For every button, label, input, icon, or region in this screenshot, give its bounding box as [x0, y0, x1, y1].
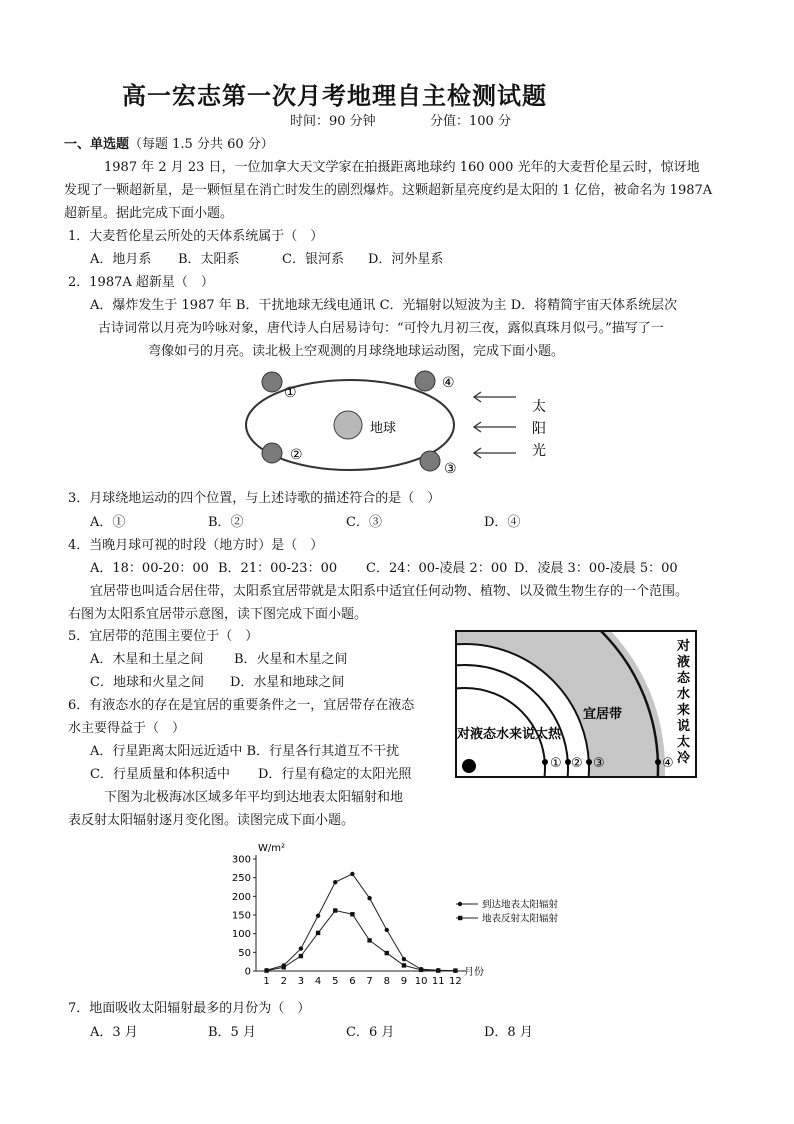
question-6-stem-1: 6．有液态水的存在是宜居的重要条件之一，宜居带存在液态 [68, 698, 415, 713]
legend-label-2: 地表反射太阳辐射 [482, 913, 559, 925]
q1-option-c[interactable]: C．银河系 [282, 252, 344, 267]
planet-4-dot [655, 759, 661, 765]
series-2-point [316, 931, 320, 935]
series-2-point [282, 965, 286, 969]
too-hot-label: 对液态水来说太热 [457, 727, 562, 742]
x-tick-label: 7 [366, 976, 373, 987]
q2-option-b[interactable]: B．干扰地球无线电通讯 [235, 298, 376, 313]
question-6-options-row-2 [90, 766, 411, 784]
q6-option-d[interactable]: D．行星有稳定的太阳光照 [258, 767, 412, 782]
moon-position-4 [415, 371, 435, 391]
question-4-stem: 4．当晚月球可视的时段（地方时）是（ ） [68, 538, 324, 553]
q3-option-a[interactable]: A．① [90, 515, 126, 530]
q4-option-a[interactable]: A．18：00-20：00 [90, 561, 209, 576]
q6-option-c[interactable]: C．行星质量和体积适中 [90, 767, 230, 782]
svg-text:对: 对 [677, 639, 691, 654]
x-tick-label: 2 [280, 976, 287, 987]
y-tick-label: 150 [231, 910, 251, 922]
q4-option-c[interactable]: C．24：00-凌晨 2：00 [366, 561, 508, 576]
passage-3-line-2: 右图为太阳系宜居带示意图，读下图完成下面小题。 [68, 607, 368, 622]
question-1-options [90, 251, 443, 269]
series-2-point [264, 968, 268, 972]
x-tick-label: 6 [349, 976, 356, 987]
q2-option-d[interactable]: D．将精简宇宙天体系统层次 [510, 298, 678, 313]
y-tick-label: 50 [238, 947, 251, 959]
moon-orbit-diagram [240, 365, 570, 485]
passage-2-line-2: 弯像如弓的月亮。读北极上空观测的月球绕地球运动图，完成下面小题。 [148, 344, 565, 359]
q3-option-d[interactable]: D．④ [484, 515, 521, 530]
series-2-point [350, 912, 354, 916]
q5-option-d[interactable]: D．水星和地球之间 [230, 675, 345, 690]
question-5-options-row-1 [90, 651, 348, 669]
series-2-point [333, 908, 337, 912]
section-label: 一、单选题 [64, 137, 130, 152]
q5-option-b[interactable]: B．火星和木星之间 [234, 652, 348, 667]
moon-position-1 [262, 372, 282, 392]
question-5-stem: 5．宜居带的范围主要位于（ ） [68, 629, 259, 644]
svg-text:说: 说 [677, 719, 691, 734]
series-1-point [402, 957, 406, 961]
sunlight-label-2: 阳 [532, 421, 546, 437]
page-title: 高一宏志第一次月考地理自主检测试题 [122, 81, 547, 110]
planet-3-label: ③ [593, 756, 605, 771]
passage-2-line-1: 古诗词常以月亮为吟咏对象，唐代诗人白居易诗句：“可怜九月初三夜，露似真珠月似弓。”描写了一 [98, 321, 664, 336]
planet-1-label: ① [550, 756, 562, 771]
legend-marker-2 [458, 916, 462, 920]
question-4-options [90, 560, 678, 578]
svg-text:来: 来 [677, 703, 691, 718]
x-tick-label: 4 [314, 976, 322, 987]
question-2-options [90, 297, 677, 315]
passage-1-line-1: 1987 年 2 月 23 日，一位加拿大天文学家在拍摄距离地球约 160 000 光年的大麦哲伦星云时，惊讶地 [104, 160, 700, 175]
q3-option-b[interactable]: B．② [208, 515, 244, 530]
svg-text:冷: 冷 [677, 751, 691, 766]
y-tick-label: 0 [244, 966, 251, 978]
exam-time: 时间：90 分钟 [290, 114, 376, 129]
q4-option-d[interactable]: D．凌晨 3：00-凌晨 5：00 [514, 561, 678, 576]
question-6-stem-2: 水主要得益于（ ） [68, 721, 186, 736]
earth-label: 地球 [370, 421, 397, 436]
radiation-chart [220, 840, 600, 990]
question-5-options-row-2 [90, 674, 344, 692]
y-tick-label: 100 [231, 929, 251, 941]
q1-option-d[interactable]: D．河外星系 [368, 252, 444, 267]
habitable-zone-diagram [455, 630, 697, 778]
x-axis-label: 月份 [464, 967, 484, 978]
q7-option-a[interactable]: A．3 月 [90, 1025, 138, 1040]
question-3-options [90, 514, 520, 532]
q7-option-c[interactable]: C．6 月 [346, 1025, 395, 1040]
q2-option-a[interactable]: A．爆炸发生于 1987 年 [90, 298, 232, 313]
passage-1-line-3: 超新星。据此完成下面小题。 [64, 206, 234, 221]
x-tick-label: 12 [449, 976, 462, 987]
svg-text:液: 液 [677, 655, 691, 670]
q2-option-c[interactable]: C．光辐射以短波为主 [379, 298, 507, 313]
sunlight-label-1: 太 [532, 399, 546, 415]
q4-option-b[interactable]: B．21：00-23：00 [218, 561, 338, 576]
question-6-options-row-1 [90, 743, 399, 761]
question-7-stem: 7．地面吸收太阳辐射最多的月份为（ ） [68, 1001, 311, 1016]
x-tick-label: 10 [414, 976, 428, 987]
position-3-label: ③ [444, 461, 457, 477]
series-2-point [419, 968, 423, 972]
passage-4-line-2: 表反射太阳辐射逐月变化图。读图完成下面小题。 [68, 813, 355, 828]
too-cold-label [676, 638, 691, 766]
x-tick-label: 8 [383, 976, 390, 987]
question-2-stem: 2．1987A 超新星（ ） [68, 275, 214, 290]
q1-option-b[interactable]: B．太阳系 [178, 252, 240, 267]
position-4-label: ④ [442, 375, 455, 391]
series-line-2 [267, 911, 456, 971]
series-2-point [385, 951, 389, 955]
moon-position-3 [420, 451, 440, 471]
series-1-point [350, 872, 354, 876]
y-axis-unit: W/m² [258, 843, 286, 854]
sun [462, 759, 476, 773]
y-tick-label: 200 [231, 891, 251, 903]
planet-1-dot [542, 759, 548, 765]
sunlight-arrows [474, 392, 516, 458]
passage-1-line-2: 发现了一颗超新星，是一颗恒星在消亡时发生的剧烈爆炸。这颗超新星亮度约是太阳的 1 亿倍，被命名为 1987A [64, 183, 713, 198]
habitable-zone-label: 宜居带 [583, 707, 623, 722]
series-line-1 [267, 874, 456, 971]
series-2-point [402, 963, 406, 967]
series-1-point [316, 914, 320, 918]
position-2-label: ② [290, 447, 303, 463]
q5-option-c[interactable]: C．地球和火星之间 [90, 675, 204, 690]
planet-3-dot [586, 759, 592, 765]
y-tick-label: 300 [231, 854, 251, 866]
position-1-label: ① [284, 385, 297, 401]
earth [334, 411, 362, 439]
sunlight-label-3: 光 [532, 443, 546, 459]
x-tick-label: 11 [431, 976, 445, 987]
planet-2-label: ② [571, 756, 583, 771]
legend-marker-1 [458, 902, 462, 906]
series-1-point [299, 946, 303, 950]
section-note: （每题 1.5 分共 60 分） [129, 137, 274, 152]
y-tick-label: 250 [231, 873, 251, 885]
passage-4-line-1: 下图为北极海冰区域多年平均到达地表太阳辐射和地 [104, 790, 404, 805]
x-tick-label: 5 [332, 976, 339, 987]
question-7-options [90, 1024, 533, 1042]
x-tick-label: 9 [400, 976, 408, 987]
question-1-stem: 1．大麦哲伦星云所处的天体系统属于（ ） [68, 229, 324, 244]
q3-option-c[interactable]: C．③ [346, 515, 382, 530]
svg-text:太: 太 [677, 735, 691, 750]
series-1-point [367, 896, 371, 900]
svg-text:态: 态 [677, 671, 691, 686]
series-2-point [367, 938, 371, 942]
q1-option-a[interactable]: A．地月系 [90, 252, 152, 267]
svg-text:水: 水 [677, 687, 691, 702]
planet-4-label: ④ [662, 756, 674, 771]
q6-option-b[interactable]: B．行星各行其道互不干扰 [246, 744, 400, 759]
series-1-point [385, 928, 389, 932]
moon-position-2 [262, 443, 282, 463]
exam-score: 分值：100 分 [430, 114, 511, 129]
section-heading [64, 136, 274, 154]
q7-option-d[interactable]: D．8 月 [484, 1025, 533, 1040]
q5-option-a[interactable]: A．木星和土星之间 [90, 652, 204, 667]
question-3-stem: 3．月球绕地运动的四个位置，与上述诗歌的描述符合的是（ ） [68, 491, 441, 506]
x-tick-label: 3 [297, 976, 305, 987]
series-1-point [333, 880, 337, 884]
q7-option-b[interactable]: B．5 月 [208, 1025, 256, 1040]
legend-label-1: 到达地表太阳辐射 [482, 899, 559, 911]
x-tick-label: 1 [263, 976, 270, 987]
passage-3-line-1: 宜居带也叫适合居住带，太阳系宜居带就是太阳系中适宜任何动物、植物、以及微生物生存的一个范围。 [90, 584, 689, 599]
series-2-point [299, 954, 303, 958]
series-2-point [453, 968, 457, 972]
q6-option-a[interactable]: A．行星距离太阳远近适中 [90, 744, 243, 759]
series-2-point [436, 968, 440, 972]
